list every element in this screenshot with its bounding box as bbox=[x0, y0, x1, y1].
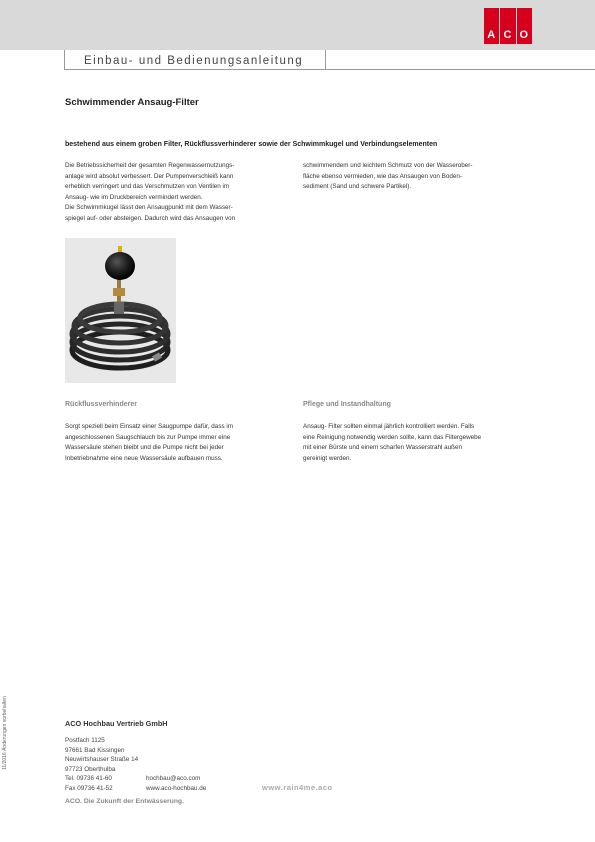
company-name: ACO Hochbau Vertrieb GmbH bbox=[65, 719, 168, 728]
header-rule bbox=[64, 69, 595, 70]
floating-filter-illustration bbox=[65, 238, 176, 383]
rain4me-link[interactable]: www.rain4me.aco bbox=[262, 783, 333, 792]
backflow-heading: Rückflussverhinderer bbox=[65, 401, 137, 408]
phone-number: Tel. 09736 41-60 bbox=[65, 775, 112, 782]
revision-note: 11/2016 Änderungen vorbehalten bbox=[2, 696, 8, 770]
care-text: Ansaug- Filter sollten einmal jährlich kontrolliert werden. Falls eine Reinigung notwendig werden sollte, kann das Filtergewebe mit einer Bürste und einem scharfen Wasserstrahl außen gereinigt werden. bbox=[303, 423, 482, 462]
fax-number: Fax 09736 41-52 bbox=[65, 784, 113, 792]
page-title: Schwimmender Ansaug-Filter bbox=[65, 97, 199, 108]
intro-right-text: schwimmendem und leichtem Schmutz von der Wasserober- fläche ebenso vermieden, wie das Ansaugen von Boden- sediment (Sand und schwere Partikel). bbox=[303, 162, 473, 190]
page-subtitle: bestehend aus einem groben Filter, Rückflussverhinderer sowie der Schwimmkugel und Verbindungselementen bbox=[65, 141, 438, 148]
website-link[interactable]: www.aco-hochbau.de bbox=[146, 784, 207, 792]
email-link[interactable]: hochbau@aco.com bbox=[146, 775, 201, 782]
care-heading: Pflege und Instandhaltung bbox=[303, 401, 391, 408]
postal-address: Postfach 1125 97661 Bad Kissingen Neuwirtshauser Straße 14 97723 Oberthulba bbox=[65, 737, 139, 773]
document-type: Einbau- und Bedienungsanleitung bbox=[84, 55, 304, 67]
product-photo bbox=[65, 238, 176, 383]
backflow-text: Sorgt speziell beim Einsatz einer Saugpumpe dafür, dass im angeschlossenen Saugschlauch bis zur Pumpe immer eine Wassersäule stehen bleibt und die Pumpe nicht bei jeder Inbetriebnahme eine neue Wassersäule aufbauen muss. bbox=[65, 423, 234, 462]
phone-fax bbox=[65, 774, 113, 793]
contact-links bbox=[146, 774, 206, 793]
header-divider-right bbox=[325, 50, 326, 70]
aco-logo: A C O bbox=[484, 8, 532, 44]
header-divider-left bbox=[64, 50, 65, 70]
company-slogan: ACO. Die Zukunft der Entwässerung. bbox=[65, 798, 184, 805]
intro-left-text: Die Betriebssicherheit der gesamten Regenwassernutzungs- anlage wird absolut verbessert. Der Pumpenverschleiß kann erheblich verringert und das Verschmutzen von Ventilen im Ansaug- wie im Druckbereich vermindert werden. Die Schwimmkugel lässt den Ansaugpunkt mit dem Wasser- spiegel auf- oder absteigen. Dadurch wird das Ansaugen von bbox=[65, 162, 236, 222]
